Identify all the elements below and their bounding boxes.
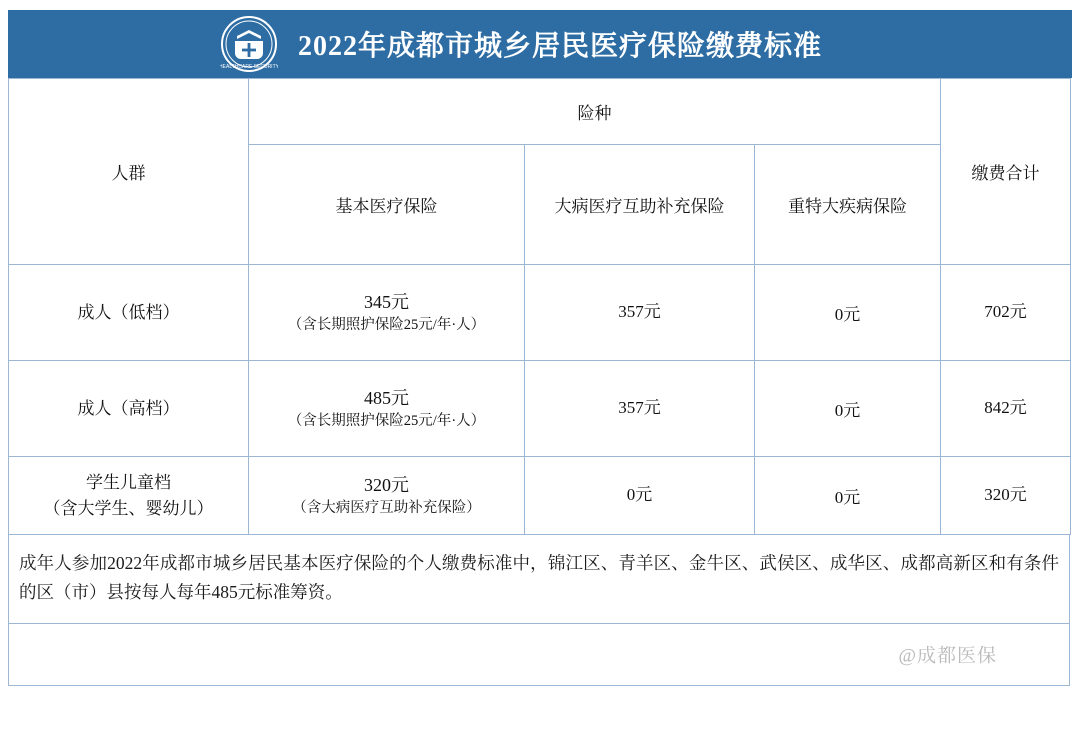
row-group-label: 成人（高档） bbox=[9, 361, 249, 457]
basic-amount-note: （含长期照护保险25元/年·人） bbox=[287, 413, 486, 430]
row-group-label-line2: （含大学生、婴幼儿） bbox=[43, 498, 214, 518]
basic-amount-note: （含大病医疗互助补充保险） bbox=[292, 500, 481, 517]
row-group-label: 成人（低档） bbox=[9, 265, 249, 361]
row-critical-amount: 0元 bbox=[755, 361, 941, 457]
row-basic-amount bbox=[249, 457, 525, 535]
table-header-row-top bbox=[9, 79, 1071, 145]
basic-amount-value: 485元 bbox=[364, 387, 409, 408]
row-critical-amount: 0元 bbox=[755, 265, 941, 361]
watermark-strip bbox=[8, 624, 1070, 686]
row-major-amount: 0元 bbox=[525, 457, 755, 535]
column-header-critical-illness: 重特大疾病保险 bbox=[755, 145, 941, 265]
table-row bbox=[9, 361, 1071, 457]
table-row bbox=[9, 457, 1071, 535]
basic-amount-value: 345元 bbox=[364, 291, 409, 312]
row-total-amount: 320元 bbox=[941, 457, 1071, 535]
footnote-text: 成年人参加2022年成都市城乡居民基本医疗保险的个人缴费标准中，锦江区、青羊区、金牛区、武侯区、成华区、成都高新区和有条件的区（市）县按每人每年485元标准筹资。 bbox=[19, 553, 1059, 602]
page-title: 2022年成都市城乡居民医疗保险缴费标准 bbox=[297, 31, 822, 62]
row-critical-amount: 0元 bbox=[755, 457, 941, 535]
column-header-people: 人群 bbox=[9, 79, 249, 265]
table-row bbox=[9, 265, 1071, 361]
row-group-label-line1: 学生儿童档 bbox=[86, 473, 171, 492]
row-total-amount: 702元 bbox=[941, 265, 1071, 361]
row-group-label bbox=[9, 457, 249, 535]
column-header-basic-insurance: 基本医疗保险 bbox=[249, 145, 525, 265]
basic-amount-value: 320元 bbox=[364, 474, 409, 495]
row-major-amount: 357元 bbox=[525, 361, 755, 457]
national-healthcare-security-emblem-icon bbox=[220, 15, 278, 73]
header-banner bbox=[8, 10, 1072, 78]
footnote-block bbox=[8, 535, 1070, 624]
row-major-amount: 357元 bbox=[525, 265, 755, 361]
premium-standard-table bbox=[8, 78, 1071, 535]
watermark-label: @成都医保 bbox=[898, 645, 997, 667]
column-header-total: 缴费合计 bbox=[941, 79, 1071, 265]
basic-amount-note: （含长期照护保险25元/年·人） bbox=[287, 317, 486, 334]
row-basic-amount bbox=[249, 265, 525, 361]
column-header-major-illness: 大病医疗互助补充保险 bbox=[525, 145, 755, 265]
column-header-insurance-type: 险种 bbox=[249, 79, 941, 145]
row-total-amount: 842元 bbox=[941, 361, 1071, 457]
svg-text:HEALTHCARE SECURITY: HEALTHCARE SECURITY bbox=[220, 64, 278, 70]
row-basic-amount bbox=[249, 361, 525, 457]
